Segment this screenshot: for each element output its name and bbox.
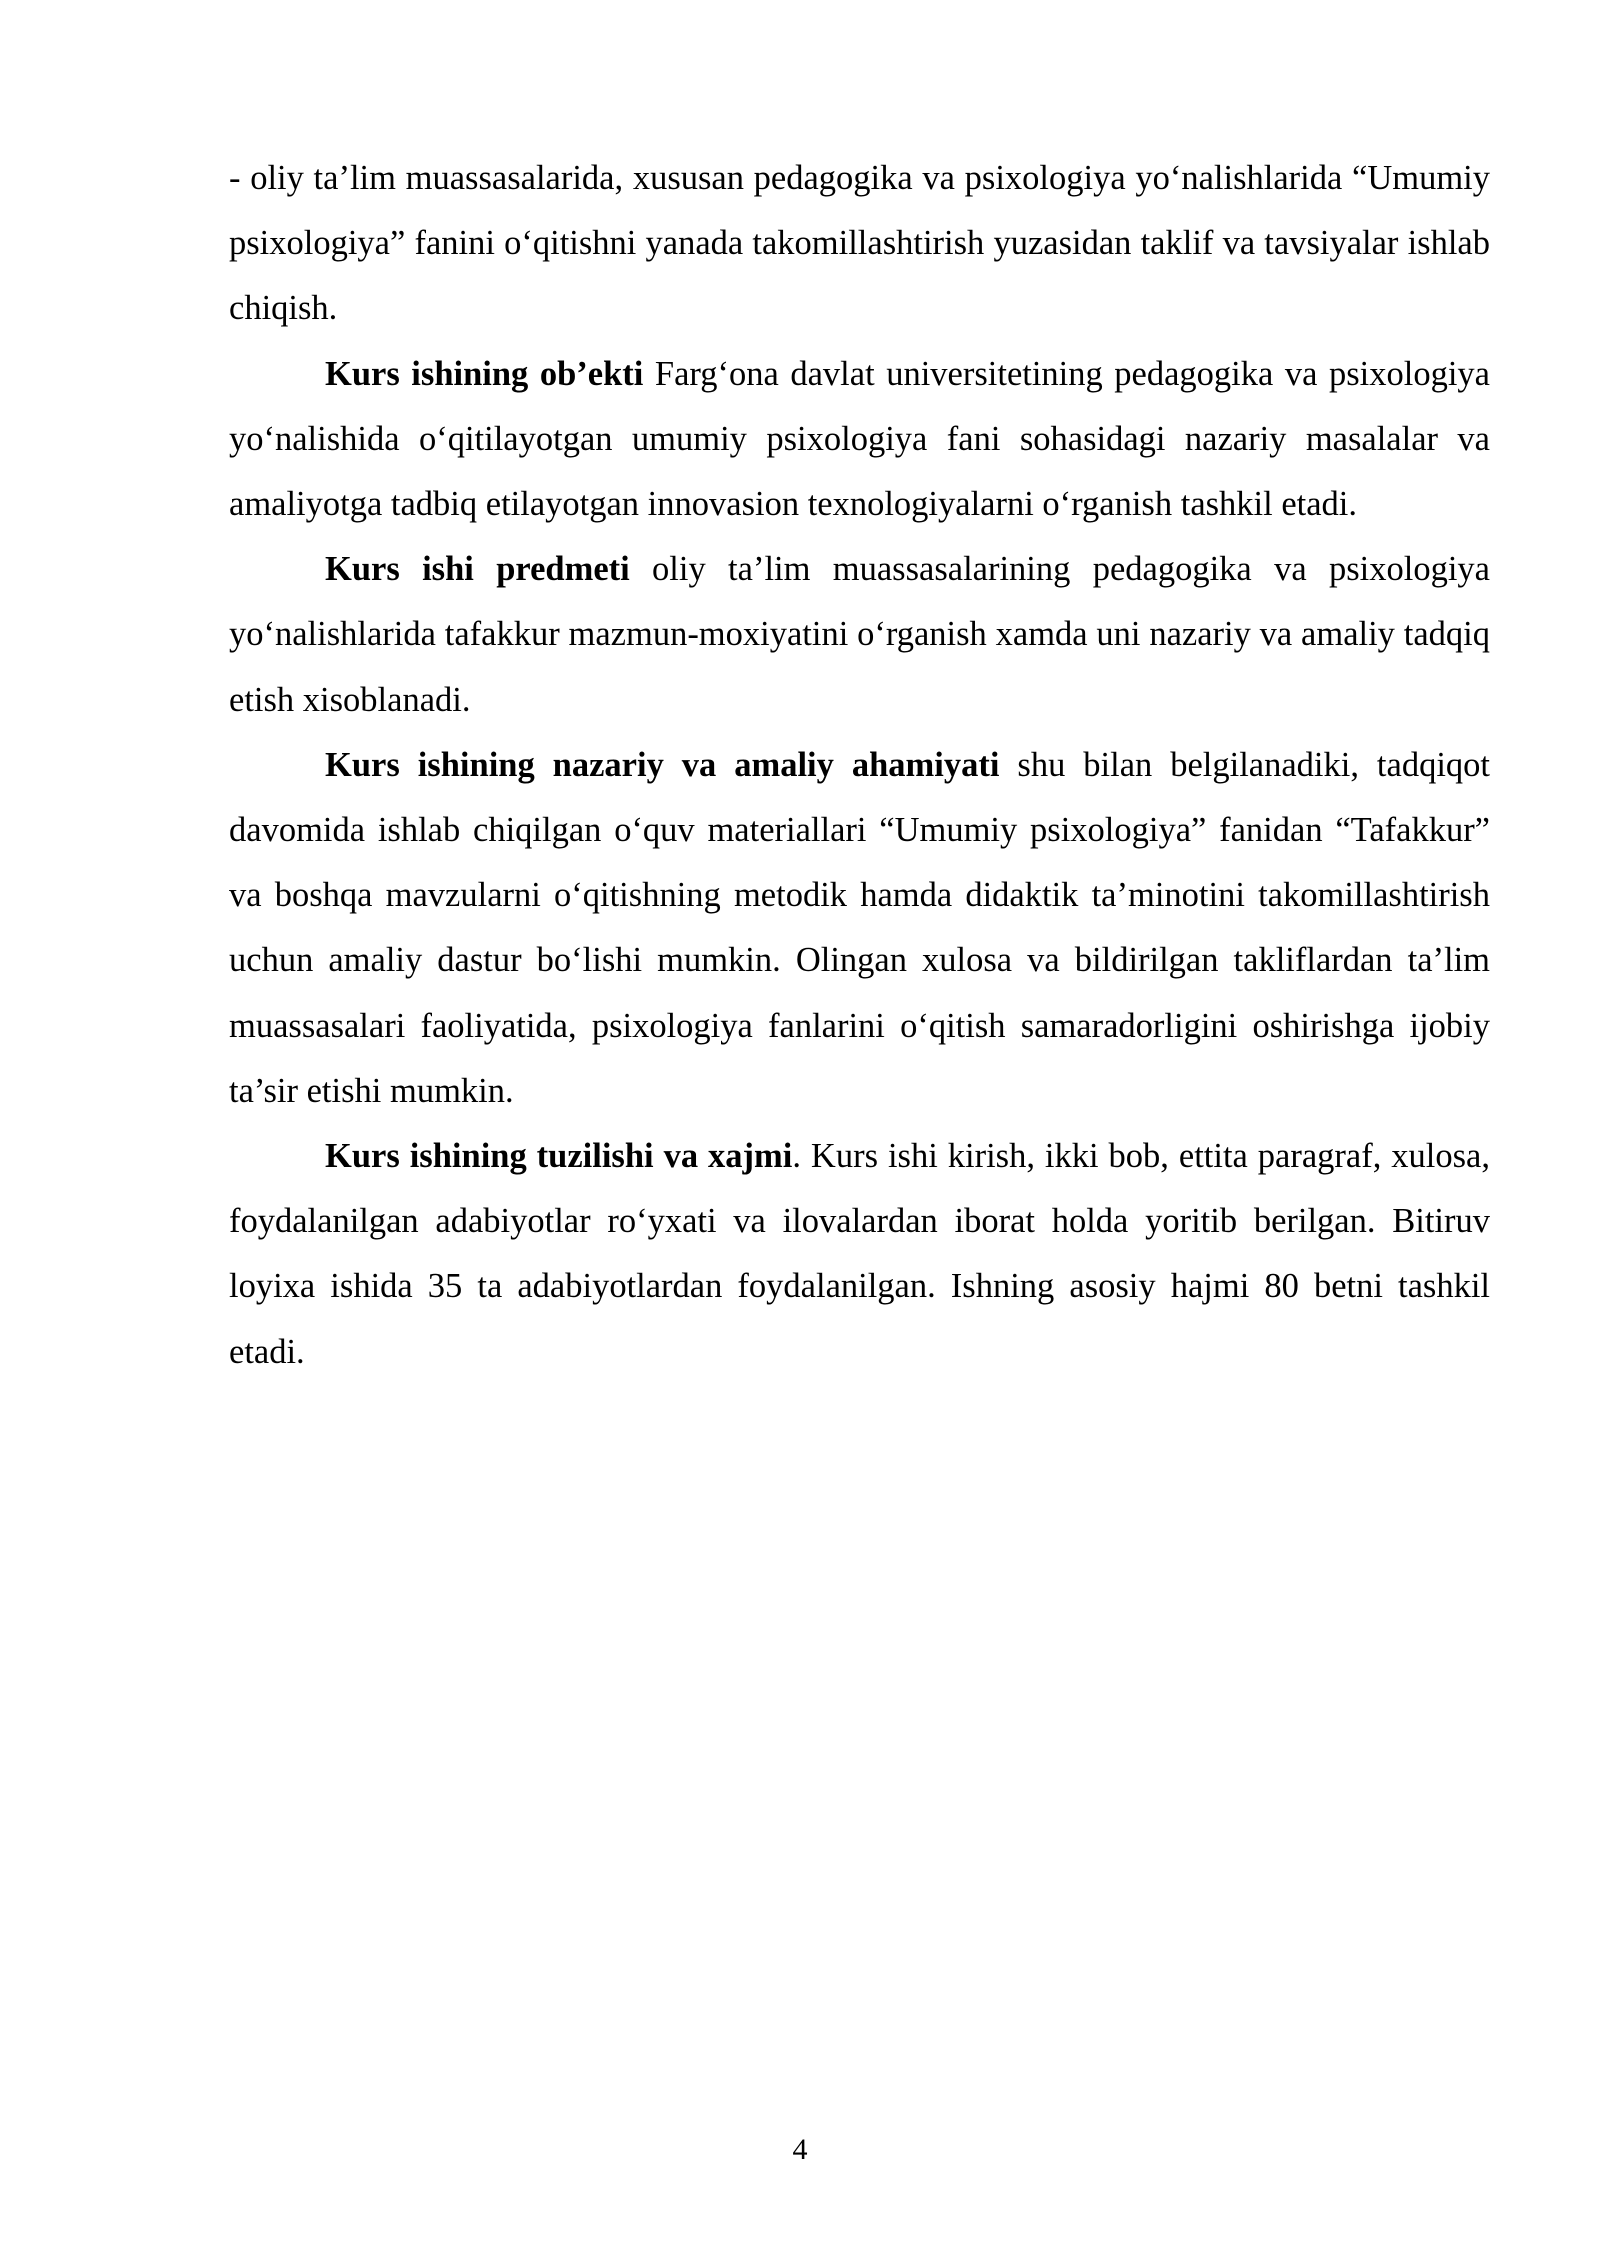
paragraph-heading: Kurs ishi predmeti [325, 550, 630, 589]
paragraph-heading: Kurs ishining ob’ekti [325, 354, 644, 393]
paragraph-object [229, 342, 1490, 538]
page-content [229, 146, 1490, 1385]
paragraph-structure [229, 1124, 1490, 1385]
paragraph-heading: Kurs ishining tuzilishi va xajmi [325, 1137, 793, 1176]
paragraph-recommendations [229, 146, 1490, 342]
paragraph-text: shu bilan belgilanadiki, tadqiqot davomida ishlab chiqilgan o‘quv materiallari “Umumiy psixologiya” fanidan “Tafakkur” va boshqa mavzularni o‘qitishning metodik hamda didaktik ta’minotini takomillashtirish uchun amaliy dastur bo‘lishi mumkin. Olingan xulosa va bildirilgan takliflardan ta’lim muassasalari faoliyatida, psixologiya fanlarini o‘qitish samaradorligini oshirishga ijobiy ta’sir etishi mumkin. [229, 745, 1491, 1110]
paragraph-text: Farg‘ona davlat universitetining pedagogika va psixologiya yo‘nalishida o‘qitilayotgan umumiy psixologiya fani sohasidagi nazariy masalalar va amaliyotga tadbiq etilayotgan innovasion texnologiyalarni o‘rganish tashkil etadi. [229, 354, 1490, 524]
paragraph-text: . Kurs ishi kirish, ikki bob, ettita paragraf, xulosa, foydalanilgan adabiyotlar ro‘yxati va ilovalardan iborat holda yoritib berilgan. Bitiruv loyixa ishida 35 ta adabiyotlardan foydalanilgan. Ishning asosiy hajmi 80 betni tashkil etadi. [229, 1137, 1490, 1371]
page-number: 4 [792, 2133, 808, 2166]
paragraph-text: oliy ta’lim muassasalarining pedagogika va psixologiya yo‘nalishlarida tafakkur mazmun-moxiyatini o‘rganish xamda uni nazariy va amaliy tadqiq etish xisoblanadi. [229, 550, 1490, 719]
paragraph-significance [229, 733, 1490, 1124]
paragraph-heading: Kurs ishining nazariy va amaliy ahamiyati [325, 745, 1000, 784]
paragraph-subject [229, 537, 1490, 733]
paragraph-text: - oliy ta’lim muassasalarida, xususan pedagogika va psixologiya yo‘nalishlarida “Umumiy psixologiya” fanini o‘qitishni yanada takomillashtirish yuzasidan taklif va tavsiyalar ishlab chiqish. [229, 159, 1490, 328]
